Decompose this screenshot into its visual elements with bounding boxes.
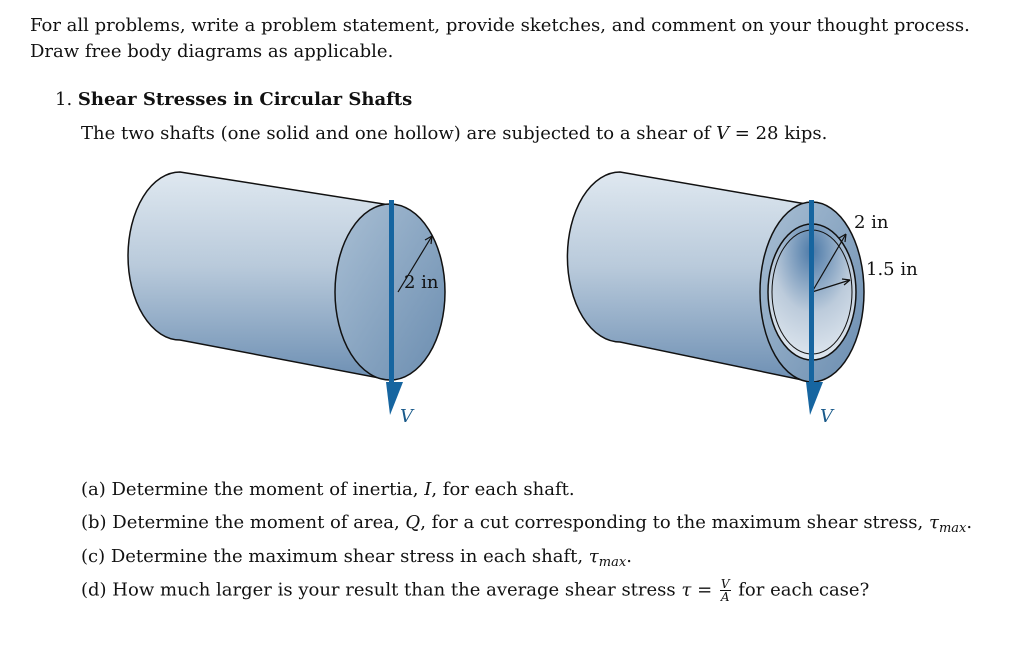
question-b-suffix: .	[966, 512, 973, 533]
problem-heading	[55, 88, 412, 112]
question-b-sub: max	[938, 521, 967, 536]
question-d-suffix: for each case?	[732, 579, 870, 601]
fraction-numerator: V	[720, 577, 730, 591]
intro-line-2: Draw free body diagrams as applicable.	[30, 41, 394, 62]
question-c	[81, 545, 632, 575]
shafts-figure	[0, 160, 1024, 430]
question-b-var: Q	[405, 512, 421, 533]
question-c-sub: max	[598, 555, 627, 570]
hollow-force-label: V	[820, 406, 833, 427]
statement-eq: = 28 kips.	[729, 123, 828, 144]
question-d-eq: =	[691, 579, 718, 601]
solid-radius-label: 2 in	[404, 272, 439, 293]
question-b	[81, 511, 972, 541]
problem-statement	[81, 122, 827, 146]
question-c-prefix: (c) Determine the maximum shear stress in each shaft,	[81, 546, 589, 567]
question-c-suffix: .	[626, 546, 632, 567]
statement-text: The two shafts (one solid and one hollow) are subjected to a shear of	[81, 123, 717, 144]
solid-shear-arrow	[389, 200, 394, 390]
question-a-prefix: (a) Determine the moment of inertia,	[81, 479, 425, 500]
question-c-tau: τ	[588, 546, 599, 567]
solid-shaft	[128, 172, 445, 427]
question-b-prefix: (b) Determine the moment of area,	[81, 512, 406, 533]
question-a-var: I	[424, 479, 432, 500]
question-d-prefix: (d) How much larger is your result than the average shear stress	[81, 579, 682, 601]
problem-number: 1.	[55, 89, 73, 110]
question-a	[81, 478, 575, 502]
hollow-shear-arrow	[809, 200, 814, 390]
statement-var: V	[716, 123, 730, 144]
hollow-outer-label: 2 in	[854, 212, 889, 233]
problem-title: Shear Stresses in Circular Shafts	[77, 89, 413, 110]
solid-force-label: V	[400, 406, 413, 427]
intro-line-1: For all problems, write a problem statement, provide sketches, and comment on your thought process.	[30, 15, 970, 36]
fraction-denominator: A	[720, 590, 730, 604]
hollow-inner-label: 1.5 in	[866, 259, 918, 280]
question-d	[81, 578, 869, 603]
question-b-tau: τ	[928, 512, 939, 533]
question-a-suffix: , for each shaft.	[431, 479, 575, 500]
question-b-mid: , for a cut corresponding to the maximum shear stress,	[420, 512, 929, 533]
question-d-tau: τ	[681, 579, 692, 601]
va-fraction	[720, 578, 731, 603]
hollow-shaft	[567, 172, 918, 427]
